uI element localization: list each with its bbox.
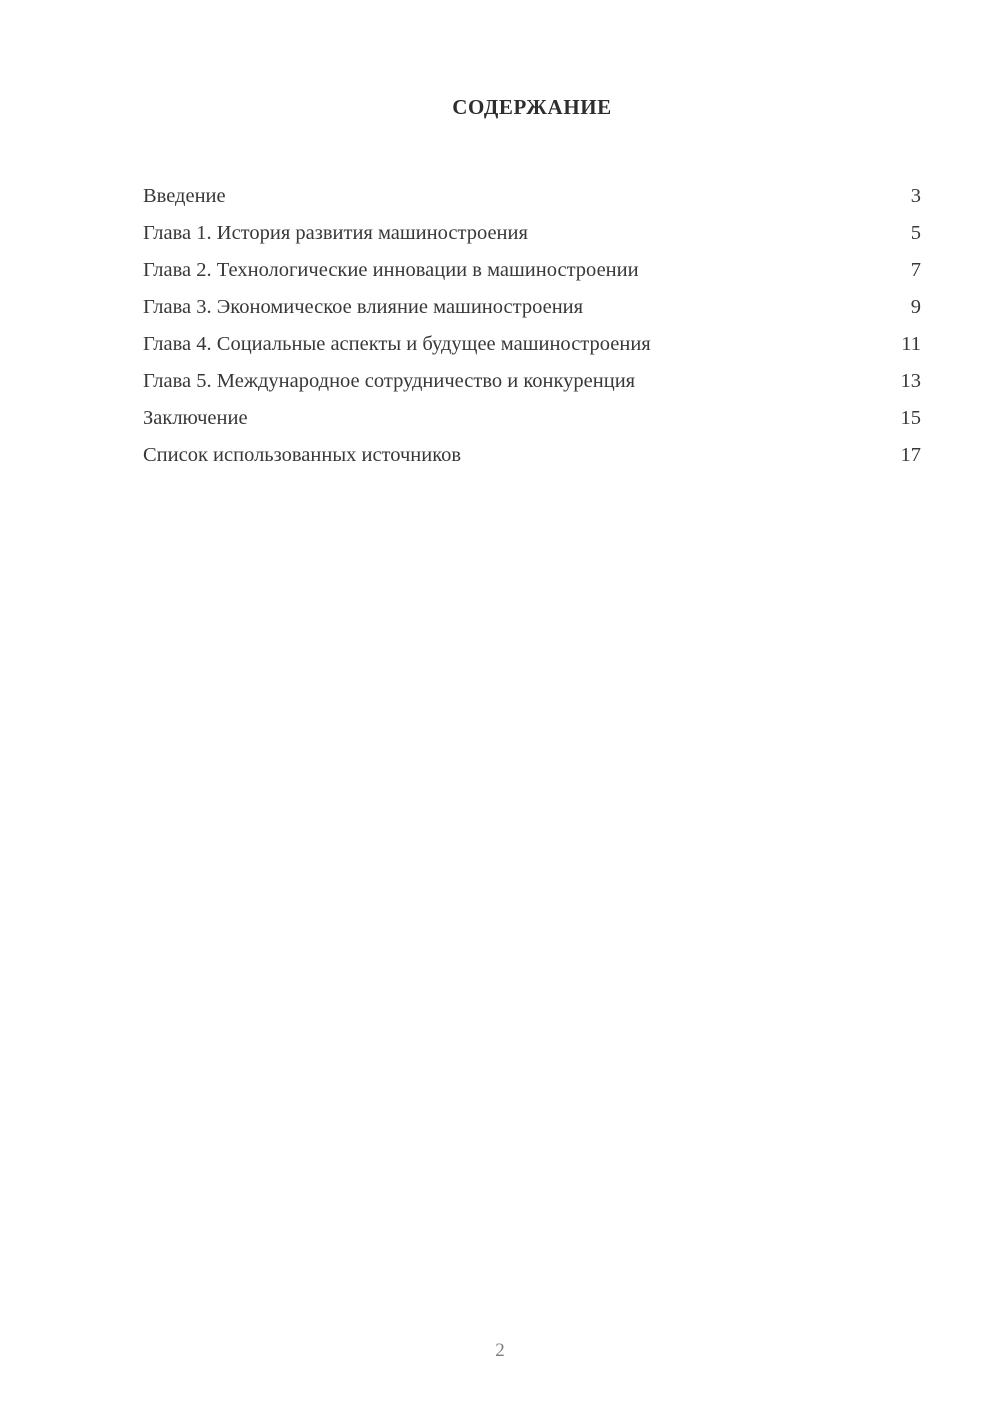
toc-entry [143, 326, 921, 363]
toc-entry-page: 9 [910, 296, 921, 318]
toc-entry-page: 7 [910, 259, 921, 281]
page-number: 2 [495, 1340, 505, 1361]
toc-entry [143, 437, 921, 474]
toc-entry [143, 400, 921, 437]
toc-entry-page: 13 [900, 370, 921, 392]
toc-entry-label: Глава 4. Социальные аспекты и будущее машиностроения [143, 333, 651, 355]
toc-entry-label: Заключение [143, 407, 248, 429]
toc-entry-label: Список использованных источников [143, 444, 462, 466]
toc-entry [143, 252, 921, 289]
toc-entry-label: Введение [143, 185, 226, 207]
toc-entry-page: 3 [910, 185, 921, 207]
toc-entry [143, 215, 921, 252]
toc-list [143, 178, 921, 474]
toc-entry-page: 15 [900, 407, 921, 429]
toc-entry-label: Глава 1. История развития машиностроения [143, 222, 528, 244]
toc-entry [143, 178, 921, 215]
toc-entry [143, 363, 921, 400]
page-title: СОДЕРЖАНИЕ [452, 95, 612, 119]
toc-entry-label: Глава 2. Технологические инновации в машиностроении [143, 259, 639, 281]
page-content [143, 0, 921, 474]
toc-entry-label: Глава 5. Международное сотрудничество и конкуренция [143, 370, 636, 392]
toc-entry-label: Глава 3. Экономическое влияние машиностроения [143, 296, 584, 318]
toc-entry-page: 17 [900, 444, 921, 466]
toc-entry-page: 11 [901, 333, 921, 355]
toc-entry [143, 289, 921, 326]
toc-entry-page: 5 [910, 222, 921, 244]
